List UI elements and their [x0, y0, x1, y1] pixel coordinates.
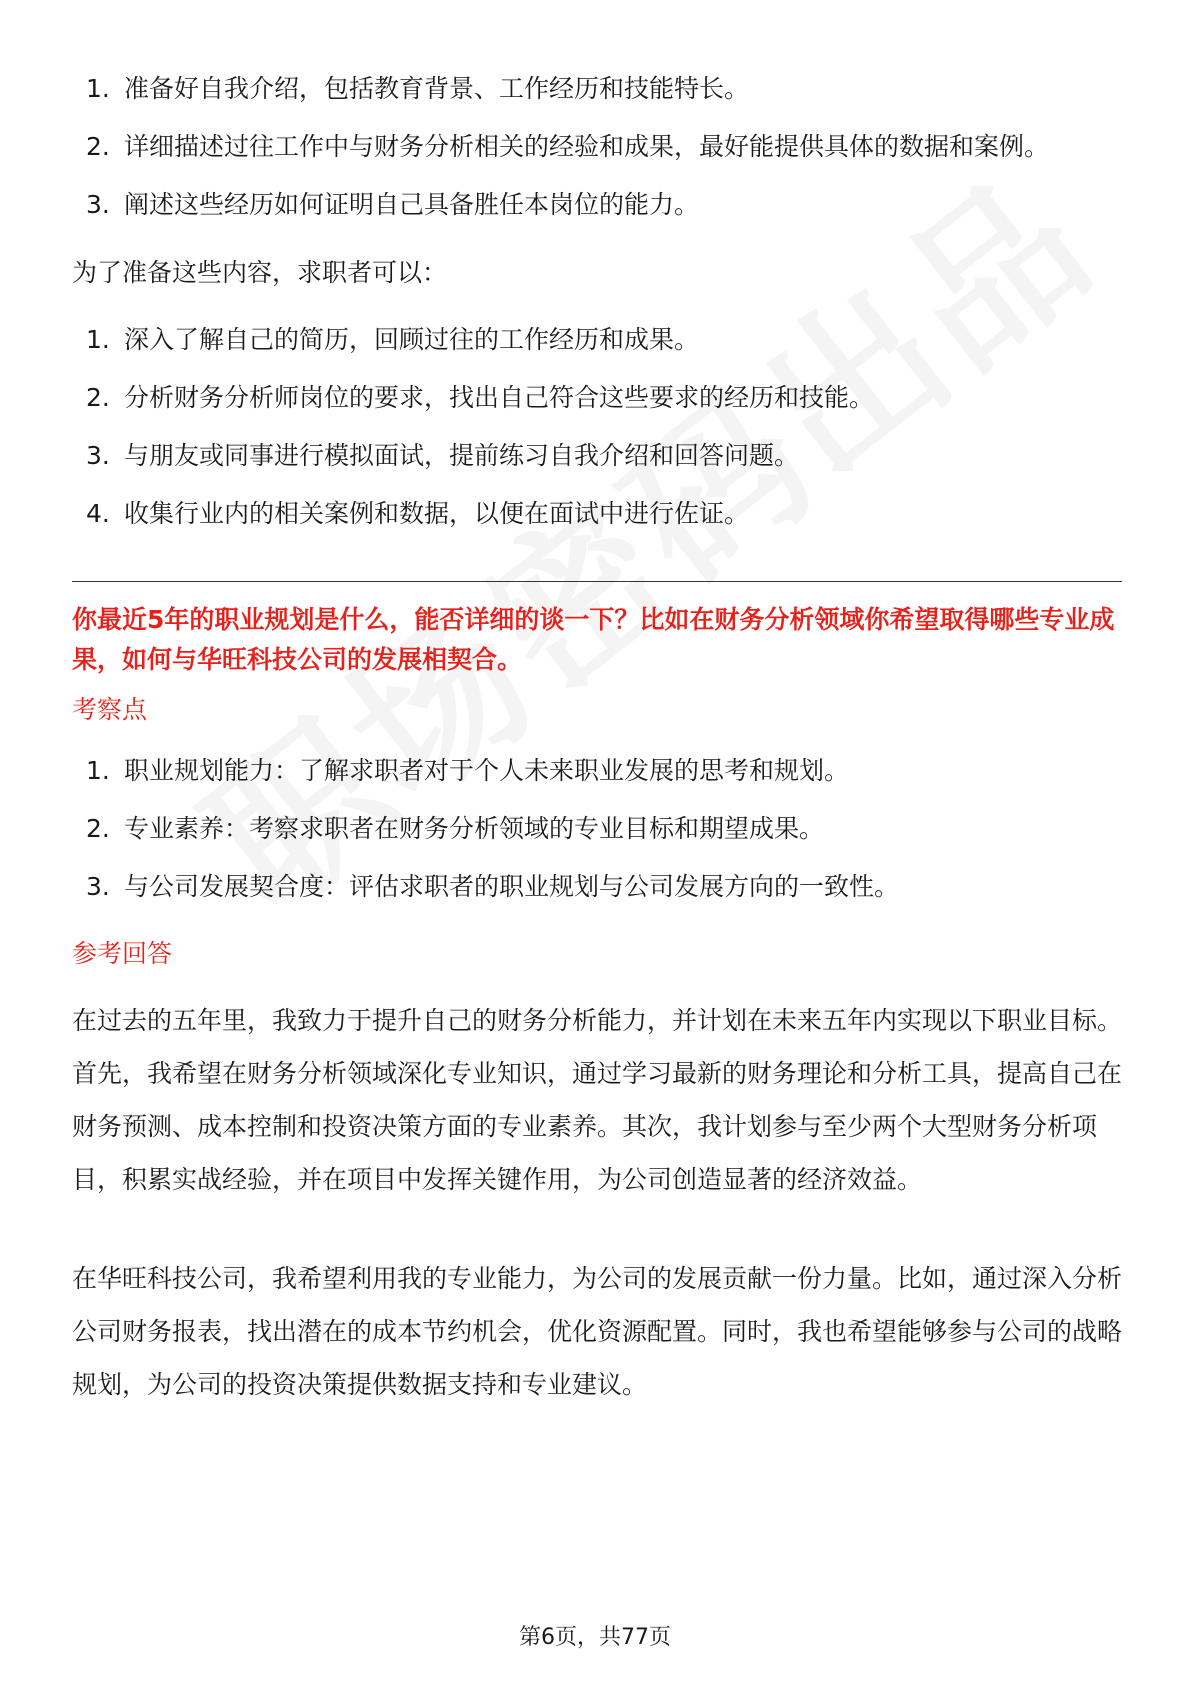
list-text: 准备好自我介绍，包括教育背景、工作经历和技能特长。: [124, 74, 750, 103]
page-number-footer: 第6页，共77页: [519, 1625, 671, 1650]
section-heading-answer: 参考回答: [72, 939, 173, 968]
list-item: [72, 485, 1122, 543]
list-number: 2.: [86, 132, 110, 161]
list-number: 3.: [86, 441, 110, 470]
list-text: 收集行业内的相关案例和数据，以便在面试中进行佐证。: [124, 499, 750, 528]
list-text: 职业规划能力：了解求职者对于个人未来职业发展的思考和规划。: [124, 756, 850, 785]
answer-paragraph: 在过去的五年里，我致力于提升自己的财务分析能力，并计划在未来五年内实现以下职业目标。首先，我希望在财务分析领域深化专业知识，通过学习最新的财务理论和分析工具，提高自己在财务预测、成本控制和投资决策方面的专业素养。其次，我计划参与至少两个大型财务分析项目，积累实战经验，并在项目中发挥关键作用，为公司创造显著的经济效益。: [72, 1006, 1123, 1194]
list-text: 分析财务分析师岗位的要求，找出自己符合这些要求的经历和技能。: [124, 383, 875, 412]
list-item: [72, 60, 1122, 118]
assessment-list: [72, 742, 1122, 916]
interview-question: 你最近5年的职业规划是什么，能否详细的谈一下？比如在财务分析领域你希望取得哪些专业成果，如何与华旺科技公司的发展相契合。: [72, 605, 1115, 674]
section-divider: [72, 581, 1122, 582]
list-text: 与公司发展契合度：评估求职者的职业规划与公司发展方向的一致性。: [124, 872, 900, 901]
list-item: [72, 311, 1122, 369]
list-item: [72, 176, 1122, 234]
list-number: 4.: [86, 499, 110, 528]
page-content: [72, 60, 1122, 1411]
list-number: 3.: [86, 190, 110, 219]
list-number: 2.: [86, 383, 110, 412]
section-heading-assessment: 考察点: [72, 695, 148, 724]
answer-paragraph: 在华旺科技公司，我希望利用我的专业能力，为公司的发展贡献一份力量。比如，通过深入分析公司财务报表，找出潜在的成本节约机会，优化资源配置。同时，我也希望能够参与公司的战略规划，为公司的投资决策提供数据支持和专业建议。: [72, 1264, 1123, 1399]
list-text: 深入了解自己的简历，回顾过往的工作经历和成果。: [124, 325, 700, 354]
list-item: [72, 427, 1122, 485]
list-text: 与朋友或同事进行模拟面试，提前练习自我介绍和回答问题。: [124, 441, 800, 470]
list-text: 专业素养：考察求职者在财务分析领域的专业目标和期望成果。: [124, 814, 825, 843]
prep-intro: 为了准备这些内容，求职者可以：: [72, 258, 448, 287]
list-number: 1.: [86, 325, 110, 354]
list-number: 1.: [86, 74, 110, 103]
list-number: 3.: [86, 872, 110, 901]
list-number: 2.: [86, 814, 110, 843]
list-item: [72, 742, 1122, 800]
list-item: [72, 369, 1122, 427]
list-item: [72, 800, 1122, 858]
list-item: [72, 858, 1122, 916]
intro-list: [72, 60, 1122, 234]
prep-list: [72, 311, 1122, 543]
list-text: 详细描述过往工作中与财务分析相关的经验和成果，最好能提供具体的数据和案例。: [124, 132, 1050, 161]
list-text: 阐述这些经历如何证明自己具备胜任本岗位的能力。: [124, 190, 700, 219]
list-item: [72, 118, 1122, 176]
list-number: 1.: [86, 756, 110, 785]
